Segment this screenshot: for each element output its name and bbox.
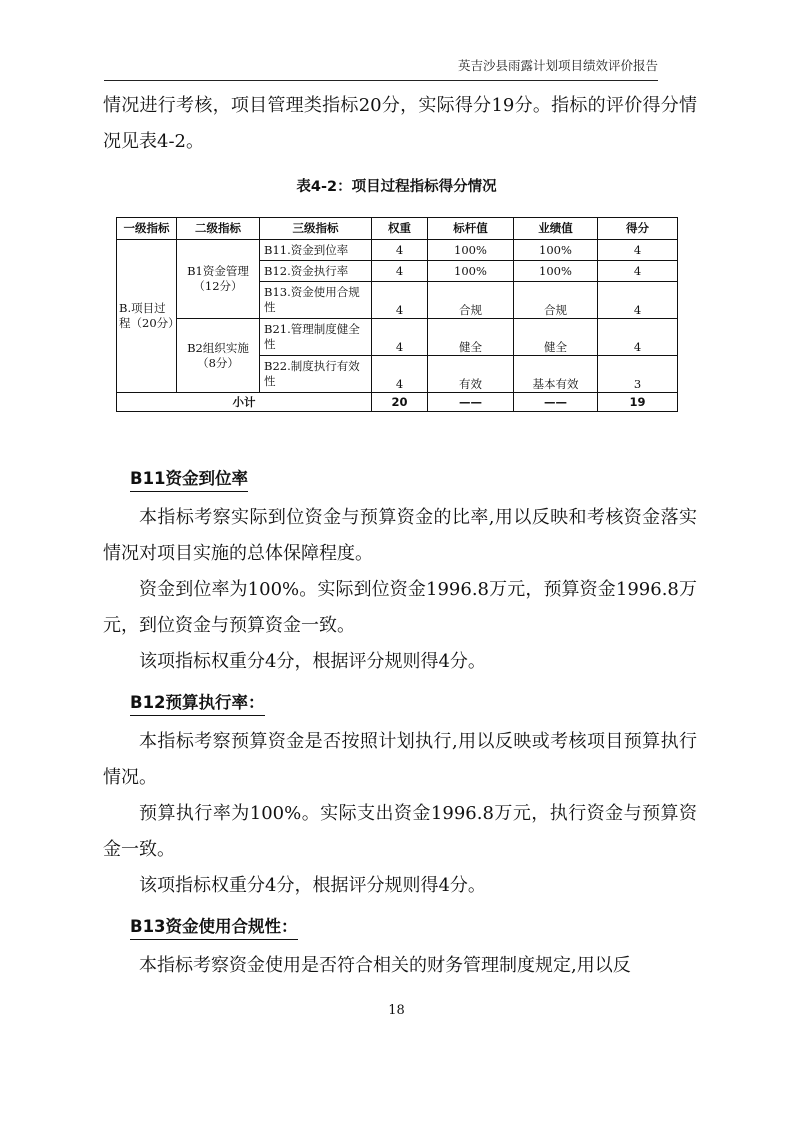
section-heading-b13: B13资金使用合规性：	[130, 916, 298, 940]
level3-cell: B12.资金执行率	[260, 261, 372, 282]
header-cell: 二级指标	[177, 218, 260, 240]
table-row	[117, 319, 678, 356]
subtotal-label: 小计	[117, 393, 372, 412]
header-cell: 业绩值	[514, 218, 598, 240]
subtotal-performance: ——	[514, 393, 598, 412]
header-rule	[104, 80, 658, 81]
table-header-row	[117, 218, 678, 240]
score-cell: 4	[598, 282, 678, 319]
level3-cell: B13.资金使用合规性	[260, 282, 372, 319]
level3-cell: B21.管理制度健全性	[260, 319, 372, 356]
level3-cell: B22.制度执行有效性	[260, 356, 372, 393]
performance-cell: 100%	[514, 261, 598, 282]
performance-cell: 合规	[514, 282, 598, 319]
body-paragraph: 资金到位率为100%。实际到位资金1996.8万元，预算资金1996.8万元，到位资金与预算资金一致。	[103, 579, 697, 636]
header-cell: 一级指标	[117, 218, 177, 240]
header-cell: 标杆值	[428, 218, 514, 240]
level2-cell: B2组织实施（8分）	[177, 319, 260, 393]
table-row	[117, 240, 678, 261]
body-paragraph: 预算执行率为100%。实际支出资金1996.8万元，执行资金与预算资金一致。	[103, 803, 697, 860]
section-heading-b11: B11资金到位率	[130, 468, 248, 492]
table-caption: 表4-2：项目过程指标得分情况	[296, 179, 497, 195]
weight-cell: 4	[372, 261, 428, 282]
body-paragraph: 本指标考察实际到位资金与预算资金的比率,用以反映和考核资金落实情况对项目实施的总体保障程度。	[103, 507, 697, 564]
benchmark-cell: 有效	[428, 356, 514, 393]
subtotal-weight: 20	[372, 393, 428, 412]
score-cell: 4	[598, 319, 678, 356]
subtotal-score: 19	[598, 393, 678, 412]
weight-cell: 4	[372, 356, 428, 393]
body-paragraph: 该项指标权重分4分，根据评分规则得4分。	[139, 875, 486, 896]
page-header: 英吉沙县雨露计划项目绩效评价报告	[457, 58, 658, 73]
benchmark-cell: 100%	[428, 240, 514, 261]
weight-cell: 4	[372, 282, 428, 319]
benchmark-cell: 健全	[428, 319, 514, 356]
weight-cell: 4	[372, 319, 428, 356]
score-cell: 3	[598, 356, 678, 393]
level1-cell: B.项目过程（20分）	[117, 240, 177, 393]
performance-cell: 基本有效	[514, 356, 598, 393]
header-cell: 三级指标	[260, 218, 372, 240]
body-paragraph: 该项指标权重分4分，根据评分规则得4分。	[139, 651, 486, 672]
subtotal-row	[117, 393, 678, 412]
score-table	[116, 217, 678, 412]
performance-cell: 健全	[514, 319, 598, 356]
benchmark-cell: 100%	[428, 261, 514, 282]
score-cell: 4	[598, 261, 678, 282]
intro-paragraph: 情况进行考核，项目管理类指标20分，实际得分19分。指标的评价得分情况见表4-2。	[103, 95, 697, 152]
subtotal-benchmark: ——	[428, 393, 514, 412]
weight-cell: 4	[372, 240, 428, 261]
level2-cell: B1资金管理（12分）	[177, 240, 260, 319]
body-paragraph: 本指标考察预算资金是否按照计划执行,用以反映或考核项目预算执行情况。	[103, 731, 697, 788]
score-cell: 4	[598, 240, 678, 261]
page-number: 18	[388, 1003, 405, 1018]
body-paragraph: 本指标考察资金使用是否符合相关的财务管理制度规定,用以反	[139, 955, 631, 976]
header-cell: 得分	[598, 218, 678, 240]
performance-cell: 100%	[514, 240, 598, 261]
level3-cell: B11.资金到位率	[260, 240, 372, 261]
header-cell: 权重	[372, 218, 428, 240]
benchmark-cell: 合规	[428, 282, 514, 319]
section-heading-b12: B12预算执行率：	[130, 692, 265, 716]
